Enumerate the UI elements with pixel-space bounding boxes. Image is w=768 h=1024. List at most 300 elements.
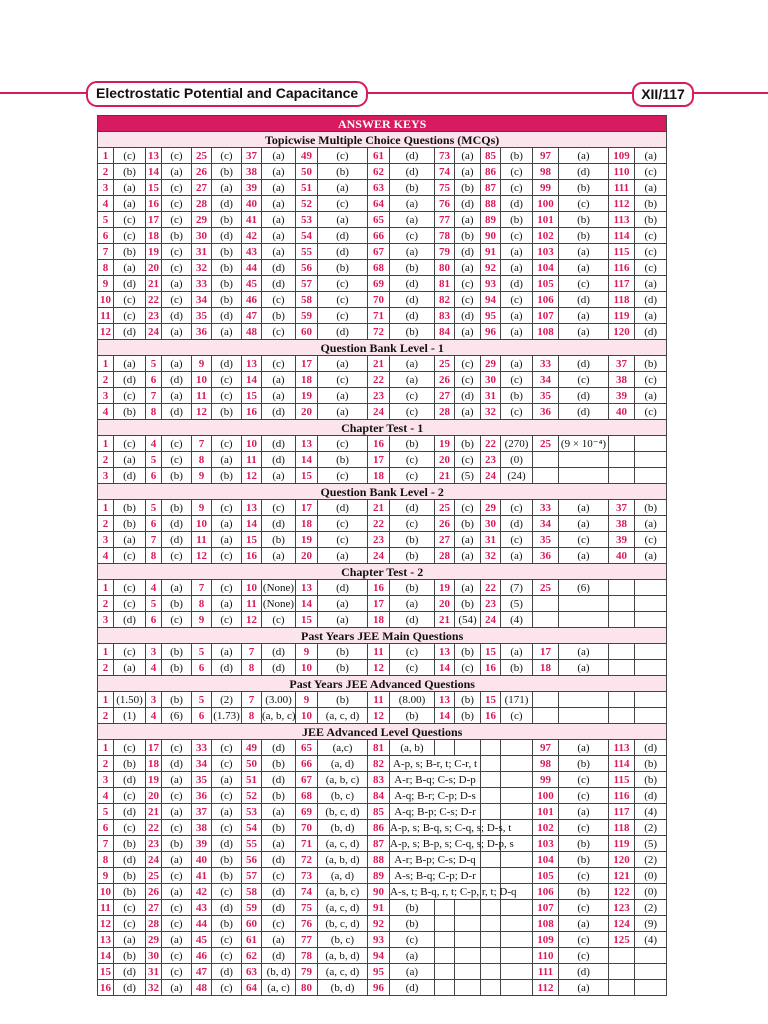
- answer-value: (d): [318, 324, 368, 340]
- question-number: 123: [609, 900, 635, 916]
- question-number: 76: [296, 916, 318, 932]
- question-number: 93: [368, 932, 390, 948]
- answer-value: (d): [559, 292, 609, 308]
- answer-value: (c): [114, 916, 146, 932]
- answer-value: [635, 580, 667, 596]
- question-number: 43: [192, 900, 212, 916]
- answer-value: (d): [455, 308, 481, 324]
- answer-value: (d): [212, 308, 242, 324]
- answer-row: [98, 260, 667, 276]
- question-number: 23: [481, 452, 501, 468]
- question-number: 70: [368, 292, 390, 308]
- answer-value: (a): [455, 548, 481, 564]
- question-number: [609, 692, 635, 708]
- answer-value: (c): [114, 212, 146, 228]
- question-number: 122: [609, 884, 635, 900]
- answer-value: (b): [635, 756, 667, 772]
- question-number: 111: [609, 180, 635, 196]
- question-number: 21: [146, 276, 162, 292]
- answer-value: [501, 852, 533, 868]
- question-number: 25: [435, 356, 455, 372]
- answer-value: (b): [318, 692, 368, 708]
- answer-value: (a): [455, 164, 481, 180]
- answer-value: A-q; B-p; C-s; D-r: [390, 804, 481, 820]
- answer-value: (b, c, d): [318, 804, 368, 820]
- answer-value: (d): [262, 436, 296, 452]
- answer-value: (c): [635, 244, 667, 260]
- answer-row: [98, 404, 667, 420]
- question-number: 39: [192, 836, 212, 852]
- question-number: 14: [296, 452, 318, 468]
- question-number: 29: [192, 212, 212, 228]
- question-number: 93: [481, 276, 501, 292]
- question-number: 42: [242, 228, 262, 244]
- answer-row: [98, 468, 667, 484]
- answer-row: [98, 532, 667, 548]
- question-number: 119: [609, 308, 635, 324]
- question-number: 14: [435, 660, 455, 676]
- question-number: 34: [533, 516, 559, 532]
- question-number: 74: [296, 884, 318, 900]
- answer-value: (b): [559, 228, 609, 244]
- question-number: 117: [609, 276, 635, 292]
- answer-value: (d): [501, 276, 533, 292]
- answer-value: (c): [114, 436, 146, 452]
- question-number: 7: [146, 532, 162, 548]
- answer-value: (a): [262, 804, 296, 820]
- answer-value: [635, 596, 667, 612]
- answer-value: (a): [455, 148, 481, 164]
- answer-row: [98, 916, 667, 932]
- question-number: 6: [98, 228, 114, 244]
- answer-value: (1.50): [114, 692, 146, 708]
- answer-value: (c): [559, 788, 609, 804]
- answer-value: (a): [212, 596, 242, 612]
- question-number: 5: [146, 452, 162, 468]
- question-number: [609, 596, 635, 612]
- question-number: 4: [98, 548, 114, 564]
- question-number: 84: [368, 788, 390, 804]
- answer-value: (b): [212, 404, 242, 420]
- answer-value: (a): [162, 276, 192, 292]
- answer-value: (b): [114, 500, 146, 516]
- question-number: 8: [192, 452, 212, 468]
- answer-value: [635, 452, 667, 468]
- answer-value: (c): [390, 644, 435, 660]
- answer-value: (c): [318, 148, 368, 164]
- question-number: 81: [435, 276, 455, 292]
- answer-value: (a): [318, 356, 368, 372]
- answer-value: (a, d): [318, 868, 368, 884]
- answer-value: (d): [501, 196, 533, 212]
- answer-value: (a): [455, 324, 481, 340]
- answer-value: (a): [559, 516, 609, 532]
- answer-value: (c): [114, 596, 146, 612]
- answer-value: (a): [212, 516, 242, 532]
- question-number: 112: [533, 980, 559, 996]
- question-number: 24: [146, 324, 162, 340]
- question-number: 44: [242, 260, 262, 276]
- question-number: 11: [368, 644, 390, 660]
- question-number: [533, 692, 559, 708]
- question-number: 7: [242, 644, 262, 660]
- answer-value: (d): [212, 228, 242, 244]
- answer-value: [455, 932, 481, 948]
- question-number: 40: [192, 852, 212, 868]
- answer-value: (c): [635, 260, 667, 276]
- question-number: 54: [242, 820, 262, 836]
- question-number: 8: [242, 708, 262, 724]
- answer-value: (c): [162, 180, 192, 196]
- answer-row: [98, 452, 667, 468]
- question-number: 2: [98, 708, 114, 724]
- answer-value: (d): [262, 884, 296, 900]
- question-number: 26: [435, 372, 455, 388]
- answer-value: (b): [390, 548, 435, 564]
- answer-value: (c): [262, 868, 296, 884]
- answer-value: (d): [390, 308, 435, 324]
- answer-value: (b): [501, 148, 533, 164]
- answer-value: (a, b, c): [318, 772, 368, 788]
- question-number: 110: [533, 948, 559, 964]
- answer-value: [455, 900, 481, 916]
- answer-value: [635, 436, 667, 452]
- question-number: 5: [146, 596, 162, 612]
- answer-value: (2): [212, 692, 242, 708]
- question-number: 22: [368, 372, 390, 388]
- question-number: 88: [481, 196, 501, 212]
- answer-value: (c): [212, 756, 242, 772]
- answer-value: (b): [390, 180, 435, 196]
- question-number: [481, 916, 501, 932]
- answer-value: (9 × 10⁻⁴): [559, 436, 609, 452]
- question-number: 37: [609, 500, 635, 516]
- answer-value: (b): [559, 180, 609, 196]
- answer-value: (b, c): [318, 788, 368, 804]
- question-number: 23: [368, 388, 390, 404]
- question-number: 101: [533, 804, 559, 820]
- section-header-row: [98, 420, 667, 436]
- question-number: 63: [242, 964, 262, 980]
- question-number: 83: [435, 308, 455, 324]
- answer-row: [98, 900, 667, 916]
- question-number: 40: [242, 196, 262, 212]
- question-number: [609, 452, 635, 468]
- question-number: 3: [146, 692, 162, 708]
- answer-value: [559, 612, 609, 628]
- answer-value: (b): [212, 244, 242, 260]
- answer-value: (a): [559, 916, 609, 932]
- question-number: 10: [296, 708, 318, 724]
- answer-value: (b): [114, 756, 146, 772]
- answer-value: (b): [390, 708, 435, 724]
- question-number: 24: [481, 468, 501, 484]
- question-number: 24: [368, 404, 390, 420]
- answer-value: (a): [455, 532, 481, 548]
- question-number: 25: [533, 436, 559, 452]
- question-number: 17: [146, 212, 162, 228]
- question-number: 14: [242, 516, 262, 532]
- question-number: 66: [296, 756, 318, 772]
- question-number: 51: [242, 772, 262, 788]
- answer-value: (c): [390, 228, 435, 244]
- answer-value: (a): [162, 388, 192, 404]
- question-number: [481, 948, 501, 964]
- question-number: [481, 788, 501, 804]
- answer-value: (d): [114, 964, 146, 980]
- question-number: [533, 596, 559, 612]
- question-number: 7: [146, 388, 162, 404]
- question-number: 90: [481, 228, 501, 244]
- answer-value: (a): [635, 148, 667, 164]
- answer-value: (a): [559, 148, 609, 164]
- answer-value: (2): [635, 820, 667, 836]
- question-number: 109: [533, 932, 559, 948]
- answer-value: (b): [390, 260, 435, 276]
- answer-row: [98, 276, 667, 292]
- question-number: 64: [368, 196, 390, 212]
- question-number: 7: [192, 580, 212, 596]
- question-number: 34: [533, 372, 559, 388]
- question-number: 14: [98, 948, 114, 964]
- question-number: 22: [368, 516, 390, 532]
- answer-value: (a): [114, 260, 146, 276]
- answer-value: (4): [501, 612, 533, 628]
- question-number: 2: [98, 660, 114, 676]
- answer-value: [501, 964, 533, 980]
- answer-value: (c): [559, 372, 609, 388]
- question-number: 15: [146, 180, 162, 196]
- question-number: 2: [98, 756, 114, 772]
- answer-value: (c): [262, 356, 296, 372]
- answer-value: (b): [114, 884, 146, 900]
- answer-value: (d): [162, 308, 192, 324]
- answer-value: (b): [559, 756, 609, 772]
- answer-value: (a): [114, 356, 146, 372]
- answer-value: (c): [212, 500, 242, 516]
- answer-value: (a, c, d): [318, 836, 368, 852]
- question-number: [435, 916, 455, 932]
- answer-value: (a): [162, 772, 192, 788]
- question-number: 10: [192, 372, 212, 388]
- section-title: Past Years JEE Main Questions: [98, 628, 667, 644]
- question-number: 52: [296, 196, 318, 212]
- answer-value: (b): [262, 308, 296, 324]
- section-header-row: [98, 132, 667, 148]
- question-number: [481, 964, 501, 980]
- answer-value: (c): [390, 468, 435, 484]
- question-number: 67: [368, 244, 390, 260]
- question-number: 14: [296, 596, 318, 612]
- answer-value: (d): [262, 740, 296, 756]
- question-number: 28: [435, 548, 455, 564]
- question-number: [481, 868, 501, 884]
- question-number: 1: [98, 580, 114, 596]
- question-number: 14: [435, 708, 455, 724]
- question-number: 115: [609, 772, 635, 788]
- answer-value: (a): [635, 388, 667, 404]
- answer-value: [635, 612, 667, 628]
- answer-row: [98, 580, 667, 596]
- answer-value: (6): [162, 708, 192, 724]
- question-number: 12: [242, 468, 262, 484]
- answer-value: (b): [114, 404, 146, 420]
- question-number: 30: [192, 228, 212, 244]
- answer-value: [455, 980, 481, 996]
- answer-row: [98, 308, 667, 324]
- question-number: 3: [98, 180, 114, 196]
- question-number: 49: [296, 148, 318, 164]
- answer-value: (a): [212, 772, 242, 788]
- answer-value: (None): [262, 581, 295, 594]
- answer-value: (d): [114, 324, 146, 340]
- question-number: 80: [435, 260, 455, 276]
- question-number: 32: [481, 548, 501, 564]
- question-number: 78: [296, 948, 318, 964]
- answer-keys-table: [97, 115, 667, 996]
- answer-value: (c): [212, 148, 242, 164]
- question-number: 96: [481, 324, 501, 340]
- answer-value: (d): [262, 516, 296, 532]
- question-number: 8: [192, 596, 212, 612]
- question-number: 97: [533, 740, 559, 756]
- answer-value: (d): [114, 372, 146, 388]
- answer-row: [98, 884, 667, 900]
- question-number: [609, 964, 635, 980]
- answer-value: (b): [162, 692, 192, 708]
- answer-row: [98, 708, 667, 724]
- question-number: 17: [533, 644, 559, 660]
- question-number: 20: [146, 260, 162, 276]
- question-number: 4: [146, 708, 162, 724]
- answer-row: [98, 436, 667, 452]
- question-number: 5: [146, 500, 162, 516]
- answer-value: (b): [390, 900, 435, 916]
- question-number: 54: [296, 228, 318, 244]
- answer-value: (7): [501, 580, 533, 596]
- question-number: 23: [481, 596, 501, 612]
- answer-value: (c): [501, 292, 533, 308]
- question-number: 2: [98, 164, 114, 180]
- answer-value: (d): [262, 644, 296, 660]
- question-number: 35: [533, 532, 559, 548]
- question-number: 77: [296, 932, 318, 948]
- question-number: 26: [435, 516, 455, 532]
- question-number: 103: [533, 244, 559, 260]
- question-number: 41: [192, 868, 212, 884]
- answer-value: A-p, s; B-r, t; C-r, t: [390, 756, 481, 772]
- question-number: 22: [481, 580, 501, 596]
- answer-row: [98, 228, 667, 244]
- question-number: [481, 772, 501, 788]
- question-number: 25: [192, 148, 212, 164]
- section-title: Chapter Test - 1: [98, 420, 667, 436]
- question-number: 18: [368, 468, 390, 484]
- question-number: 2: [98, 516, 114, 532]
- question-number: 12: [192, 548, 212, 564]
- answer-value: (0): [501, 452, 533, 468]
- answer-value: (c): [162, 436, 192, 452]
- answer-value: (a): [262, 148, 296, 164]
- answer-value: (d): [390, 980, 435, 996]
- question-number: 68: [296, 788, 318, 804]
- question-number: 34: [192, 292, 212, 308]
- answer-value: (c): [212, 948, 242, 964]
- answer-value: (a): [162, 980, 192, 996]
- section-title: JEE Advanced Level Questions: [98, 724, 667, 740]
- answer-value: [501, 756, 533, 772]
- answer-row: [98, 324, 667, 340]
- answer-value: (d): [212, 964, 242, 980]
- answer-value: (a): [212, 452, 242, 468]
- answer-value: (a): [114, 932, 146, 948]
- answer-value: (c): [162, 452, 192, 468]
- question-number: 3: [98, 532, 114, 548]
- question-number: 28: [435, 404, 455, 420]
- question-number: 12: [242, 612, 262, 628]
- question-number: 9: [98, 276, 114, 292]
- answer-value: (d): [262, 948, 296, 964]
- question-number: 13: [435, 692, 455, 708]
- question-number: 91: [481, 244, 501, 260]
- answer-value: (d): [162, 372, 192, 388]
- answer-value: (c): [501, 228, 533, 244]
- answer-value: (b): [212, 852, 242, 868]
- answer-value: (a): [501, 356, 533, 372]
- answer-value: (c): [162, 788, 192, 804]
- answer-value: (0): [635, 868, 667, 884]
- answer-value: (a): [212, 180, 242, 196]
- question-number: 32: [146, 980, 162, 996]
- question-number: 37: [192, 804, 212, 820]
- question-number: 5: [192, 692, 212, 708]
- answer-row: [98, 660, 667, 676]
- answer-row: [98, 212, 667, 228]
- question-number: 24: [481, 612, 501, 628]
- answer-value: (a): [162, 932, 192, 948]
- question-number: 23: [368, 532, 390, 548]
- question-number: 94: [481, 292, 501, 308]
- question-number: 24: [368, 548, 390, 564]
- question-number: 3: [146, 644, 162, 660]
- answer-value: (2): [635, 852, 667, 868]
- question-number: 7: [98, 836, 114, 852]
- answer-value: (a): [455, 212, 481, 228]
- question-number: 53: [296, 212, 318, 228]
- answer-value: (2): [635, 900, 667, 916]
- answer-value: (a): [455, 404, 481, 420]
- answer-value: (b): [635, 196, 667, 212]
- answer-value: (c): [559, 276, 609, 292]
- answer-value: (b): [114, 516, 146, 532]
- answer-value: (a): [559, 244, 609, 260]
- answer-value: (d): [212, 836, 242, 852]
- question-number: 117: [609, 804, 635, 820]
- question-number: 31: [146, 964, 162, 980]
- answer-value: [559, 692, 609, 708]
- answer-value: (b): [501, 212, 533, 228]
- answer-value: (c): [501, 164, 533, 180]
- question-number: 9: [98, 868, 114, 884]
- question-number: 72: [368, 324, 390, 340]
- answer-value: (a): [212, 324, 242, 340]
- question-number: 82: [435, 292, 455, 308]
- answer-keys-title: ANSWER KEYS: [98, 116, 667, 132]
- question-number: 3: [98, 468, 114, 484]
- answer-value: (c): [455, 372, 481, 388]
- question-number: 22: [146, 292, 162, 308]
- answer-value: [501, 868, 533, 884]
